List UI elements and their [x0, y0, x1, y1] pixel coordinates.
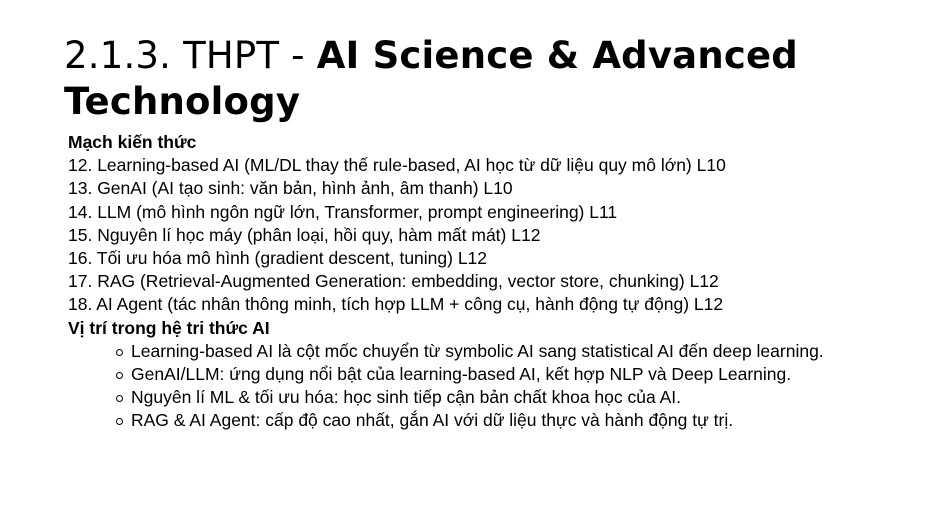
knowledge-heading: Mạch kiến thức [68, 132, 197, 152]
position-point-ml-optimization [131, 386, 913, 409]
topic-item-12: 12. Learning-based AI (ML/DL thay thế rule-based, AI học từ dữ liệu quy mô lớn) L10 [68, 155, 726, 176]
hollow-circle-bullet-icon [116, 349, 123, 356]
topic-item-14: 14. LLM (mô hình ngôn ngữ lớn, Transformer, prompt engineering) L11 [68, 201, 618, 222]
position-point-text: Nguyên lí ML & tối ưu hóa: học sinh tiếp cận bản chất khoa học của AI. [131, 387, 682, 408]
position-point-genai-llm [131, 363, 913, 386]
hollow-circle-bullet-icon [116, 395, 123, 402]
position-point-rag-agent [131, 409, 913, 432]
slide-title-prefix: 2.1.3. THPT - [64, 34, 317, 77]
position-point-learning-based [131, 340, 913, 363]
topic-item-18: 18. AI Agent (tác nhân thông minh, tích hợp LLM + công cụ, hành động tự động) L12 [68, 294, 724, 315]
position-point-text: Learning-based AI là cột mốc chuyển từ symbolic AI sang statistical AI đến deep learning. [131, 340, 824, 361]
position-list [68, 340, 913, 433]
slide-content [68, 131, 913, 433]
slide-title-bold: AI Science & Advanced Technology [64, 34, 798, 123]
hollow-circle-bullet-icon [116, 372, 123, 379]
slide-title [64, 33, 904, 125]
topic-item-17: 17. RAG (Retrieval-Augmented Generation: embedding, vector store, chunking) L12 [68, 271, 719, 292]
topic-item-15: 15. Nguyên lí học máy (phân loại, hồi quy, hàm mất mát) L12 [68, 224, 541, 245]
position-heading: Vị trí trong hệ tri thức AI [68, 317, 270, 338]
position-point-text: RAG & AI Agent: cấp độ cao nhất, gắn AI với dữ liệu thực và hành động tự trị. [131, 410, 734, 431]
topic-item-16: 16. Tối ưu hóa mô hình (gradient descent, tuning) L12 [68, 248, 488, 269]
position-point-text: GenAI/LLM: ứng dụng nổi bật của learning-based AI, kết hợp NLP và Deep Learning. [131, 364, 792, 385]
hollow-circle-bullet-icon [116, 418, 123, 425]
topic-item-13: 13. GenAI (AI tạo sinh: văn bản, hình ảnh, âm thanh) L10 [68, 178, 513, 199]
